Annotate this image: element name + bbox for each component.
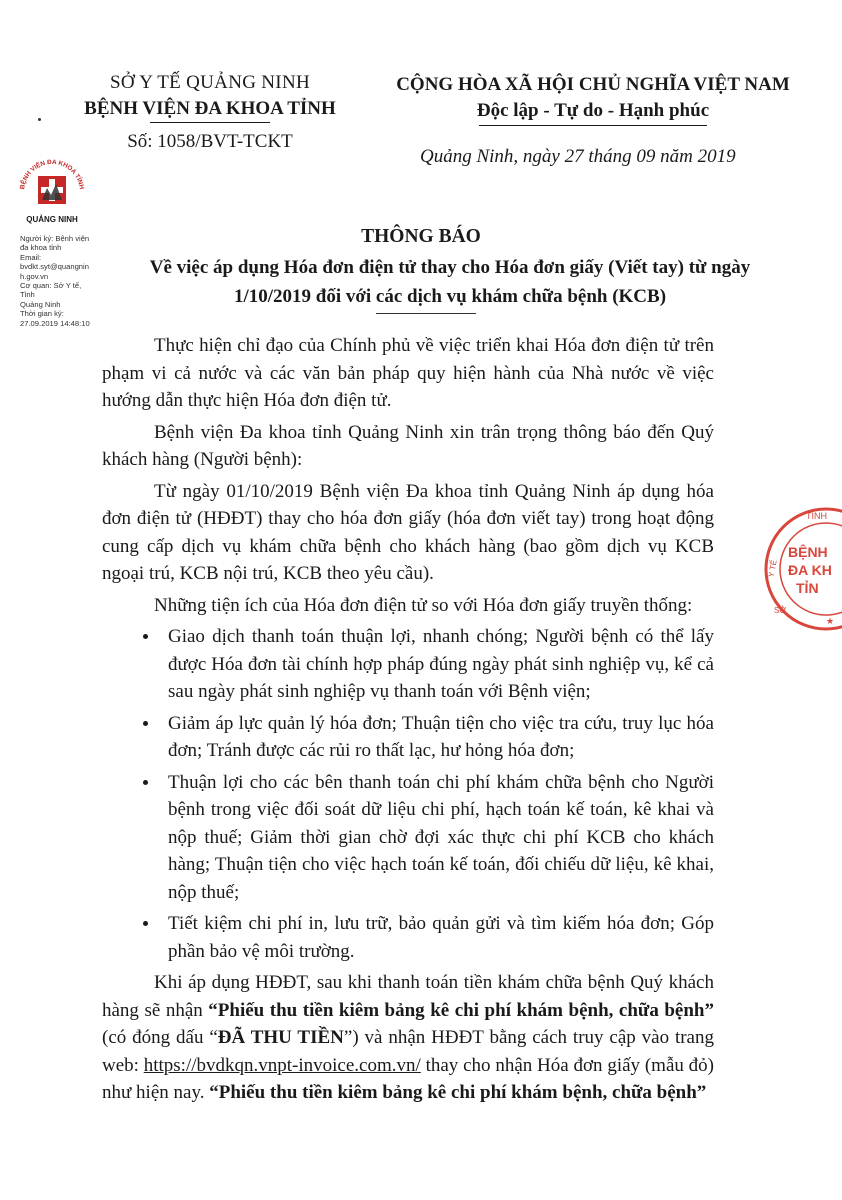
signature-line: Quảng Ninh <box>20 299 61 309</box>
p5-text: (có đóng dấu “ <box>102 1027 218 1048</box>
stamp-line-3: TỈN <box>796 580 819 596</box>
benefits-list <box>102 623 714 965</box>
paragraph-4: Những tiện ích của Hóa đơn điện tử so với Hóa đơn giấy truyền thống: <box>154 594 693 616</box>
document-subtitle <box>90 253 810 311</box>
document-number: Số: 1058/BVT-TCKT <box>127 131 293 152</box>
national-motto: Độc lập - Tự do - Hạnh phúc <box>476 100 710 121</box>
stamp-arc-left: Y TẾ <box>766 559 779 579</box>
receipt-name-repeat: “Phiếu thu tiền kiêm bảng kê chi phí khám bệnh, chữa bệnh” <box>209 1082 707 1103</box>
hospital-name: BỆNH VIỆN ĐA KHOA TỈNH <box>84 98 336 119</box>
signature-line: đa khoa tỉnh <box>20 243 62 253</box>
list-item: • Giao dịch thanh toán thuận lợi, nhanh chóng; Người bệnh có thể lấy được Hóa đơn tài chính hợp pháp đúng ngày phát sinh nghiệp vụ, kể cả sau ngày phát sinh nghiệp vụ thanh toán với Bệnh viện; <box>160 623 714 706</box>
paid-stamp-text: ĐÃ THU TIỀN <box>217 1027 344 1048</box>
p5-text: Khi áp dụng HĐĐT, sau khi thanh toán tiền khám chữa bệnh Quý khách hàng sẽ nhận <box>102 972 714 1021</box>
header-left <box>60 70 360 155</box>
stamp-arc-top: TỈNH <box>806 511 827 521</box>
stamp-star-icon: ★ <box>826 617 835 627</box>
subtitle-line-2: 1/10/2019 đối với các dịch vụ khám chữa bệnh (KCB) <box>233 286 667 307</box>
receipt-name: “Phiếu thu tiền kiêm bảng kê chi phí khám bệnh, chữa bệnh” <box>208 999 714 1021</box>
stamp-arc-bottom: SỞ <box>774 606 787 615</box>
invoice-website-link[interactable]: https://bvdkqn.vnpt-invoice.com.vn/ <box>143 1054 421 1076</box>
subtitle-line-1: Về việc áp dụng Hóa đơn điện tử thay cho Hóa đơn giấy (Viết tay) từ ngày <box>149 257 751 278</box>
list-item: • Tiết kiệm chi phí in, lưu trữ, bảo quản gửi và tìm kiếm hóa đơn; Góp phần bảo vệ môi trường. <box>160 910 714 965</box>
speck <box>38 118 41 121</box>
stamp-line-2: ĐA KH <box>788 562 832 578</box>
signature-line: bvdkt.syt@quangnin <box>20 262 89 272</box>
paragraph-3: Từ ngày 01/10/2019 Bệnh viện Đa khoa tỉnh Quảng Ninh áp dụng hóa đơn điện tử (HĐĐT) thay cho hóa đơn giấy (hóa đơn viết tay) trong hoạt động cung cấp dịch vụ khám chữa bệnh cho khách hàng (bao gồm dịch vụ KCB ngoại trú, KCB nội trú, KCB theo yêu cầu). <box>102 480 714 584</box>
logo-name: QUẢNG NINH <box>26 215 78 224</box>
motto-underline <box>479 125 707 126</box>
logo-cross-h <box>41 187 63 193</box>
signature-line: h.gov.vn <box>20 271 49 281</box>
title-separator <box>376 313 476 314</box>
paragraph-5 <box>102 969 714 1107</box>
document-body <box>102 332 714 1111</box>
list-item: • Giảm áp lực quản lý hóa đơn; Thuận tiện cho việc tra cứu, truy lục hóa đơn; Tránh được các rủi ro thất lạc, hư hỏng hóa đơn; <box>160 710 714 765</box>
date-line: Quảng Ninh, ngày 27 tháng 09 năm 2019 <box>420 146 736 167</box>
list-item: • Thuận lợi cho các bên thanh toán chi phí khám chữa bệnh cho Người bệnh trong việc đối soát dữ liệu chi phí, hạch toán kế toán, kê khai và nộp thuế; Giảm thời gian chờ đợi xác thực chi phí KCB cho khách hàng; Thuận tiện cho việc hạch toán kế toán, đối chiếu dữ liệu, kê khai, nộp thuế; <box>160 769 714 907</box>
signature-line: Người ký: Bệnh viện <box>20 234 90 243</box>
document-title: THÔNG BÁO <box>361 226 481 247</box>
department-name: SỞ Y TẾ QUẢNG NINH <box>110 72 310 93</box>
signature-line: 27.09.2019 14:48:10 <box>20 318 90 328</box>
signature-line: Thời gian ký: <box>20 309 64 319</box>
signature-line: Email: <box>20 252 42 262</box>
hospital-logo <box>14 148 90 228</box>
signature-line: Cơ quan: Sở Y tế, Tỉnh <box>20 281 82 300</box>
logo-arc-text: BỆNH VIỆN ĐA KHOA TỈNH <box>19 158 85 190</box>
p5-text: thay cho nhận Hóa đơn giấy (mẫu đỏ) như hiện nay. <box>102 1054 715 1103</box>
paragraph-1: Thực hiện chỉ đạo của Chính phủ về việc triển khai Hóa đơn điện tử trên phạm vi cả nước và các văn bản pháp quy hiện hành của Nhà nước về việc hướng dẫn thực hiện Hóa đơn điện tử. <box>102 335 714 411</box>
header-right <box>378 72 808 126</box>
red-stamp <box>760 505 842 635</box>
hospital-name-underline <box>150 122 270 123</box>
paragraph-2: Bệnh viện Đa khoa tỉnh Quảng Ninh xin trân trọng thông báo đến Quý khách hàng (Người bệnh): <box>102 421 714 470</box>
p5-text: ”) và nhận HĐĐT bằng cách truy cập vào trang web: <box>102 1027 714 1076</box>
stamp-line-1: BỆNH <box>788 544 828 560</box>
national-title: CỘNG HÒA XÃ HỘI CHỦ NGHĨA VIỆT NAM <box>396 74 790 95</box>
